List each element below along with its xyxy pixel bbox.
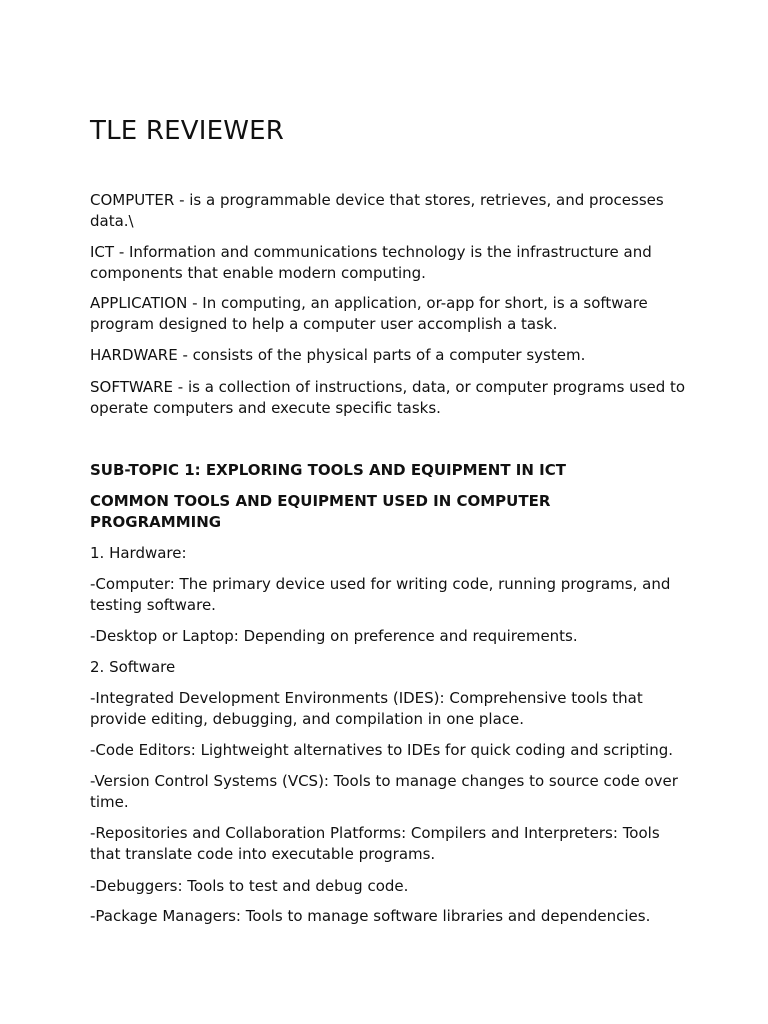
definition-application: APPLICATION - In computing, an application, or-app for short, is a software program designed to help a computer user accomplish a task.	[90, 294, 648, 333]
software-item-code-editors: -Code Editors: Lightweight alternatives to IDEs for quick coding and scripting.	[90, 741, 674, 759]
definition-computer: COMPUTER - is a programmable device that stores, retrieves, and processes data.\	[90, 191, 664, 230]
software-item-package-managers: -Package Managers: Tools to manage software libraries and dependencies.	[90, 907, 651, 925]
software-heading: 2. Software	[90, 658, 176, 676]
hardware-heading: 1. Hardware:	[90, 544, 187, 562]
software-item-repositories: -Repositories and Collaboration Platforms: Compilers and Interpreters: Tools that translate code into executable programs.	[90, 824, 660, 863]
definition-hardware: HARDWARE - consists of the physical parts of a computer system.	[90, 346, 586, 364]
software-item-ides: -Integrated Development Environments (IDES): Comprehensive tools that provide editing, debugging, and compilation in one place.	[90, 689, 643, 728]
document-title: TLE REVIEWER	[90, 116, 285, 146]
section-heading: COMMON TOOLS AND EQUIPMENT USED IN COMPUTER PROGRAMMING	[90, 492, 551, 531]
definition-ict: ICT - Information and communications technology is the infrastructure and components that enable modern computing.	[90, 243, 652, 282]
software-item-vcs: -Version Control Systems (VCS): Tools to manage changes to source code over time.	[90, 772, 678, 811]
hardware-item-computer: -Computer: The primary device used for writing code, running programs, and testing software.	[90, 575, 671, 614]
subtopic-heading: SUB-TOPIC 1: EXPLORING TOOLS AND EQUIPMENT IN ICT	[90, 461, 566, 479]
software-item-debuggers: -Debuggers: Tools to test and debug code.	[90, 877, 409, 895]
definition-software: SOFTWARE - is a collection of instructions, data, or computer programs used to operate computers and execute specific tasks.	[90, 378, 686, 417]
hardware-item-desktop-laptop: -Desktop or Laptop: Depending on preference and requirements.	[90, 627, 578, 645]
